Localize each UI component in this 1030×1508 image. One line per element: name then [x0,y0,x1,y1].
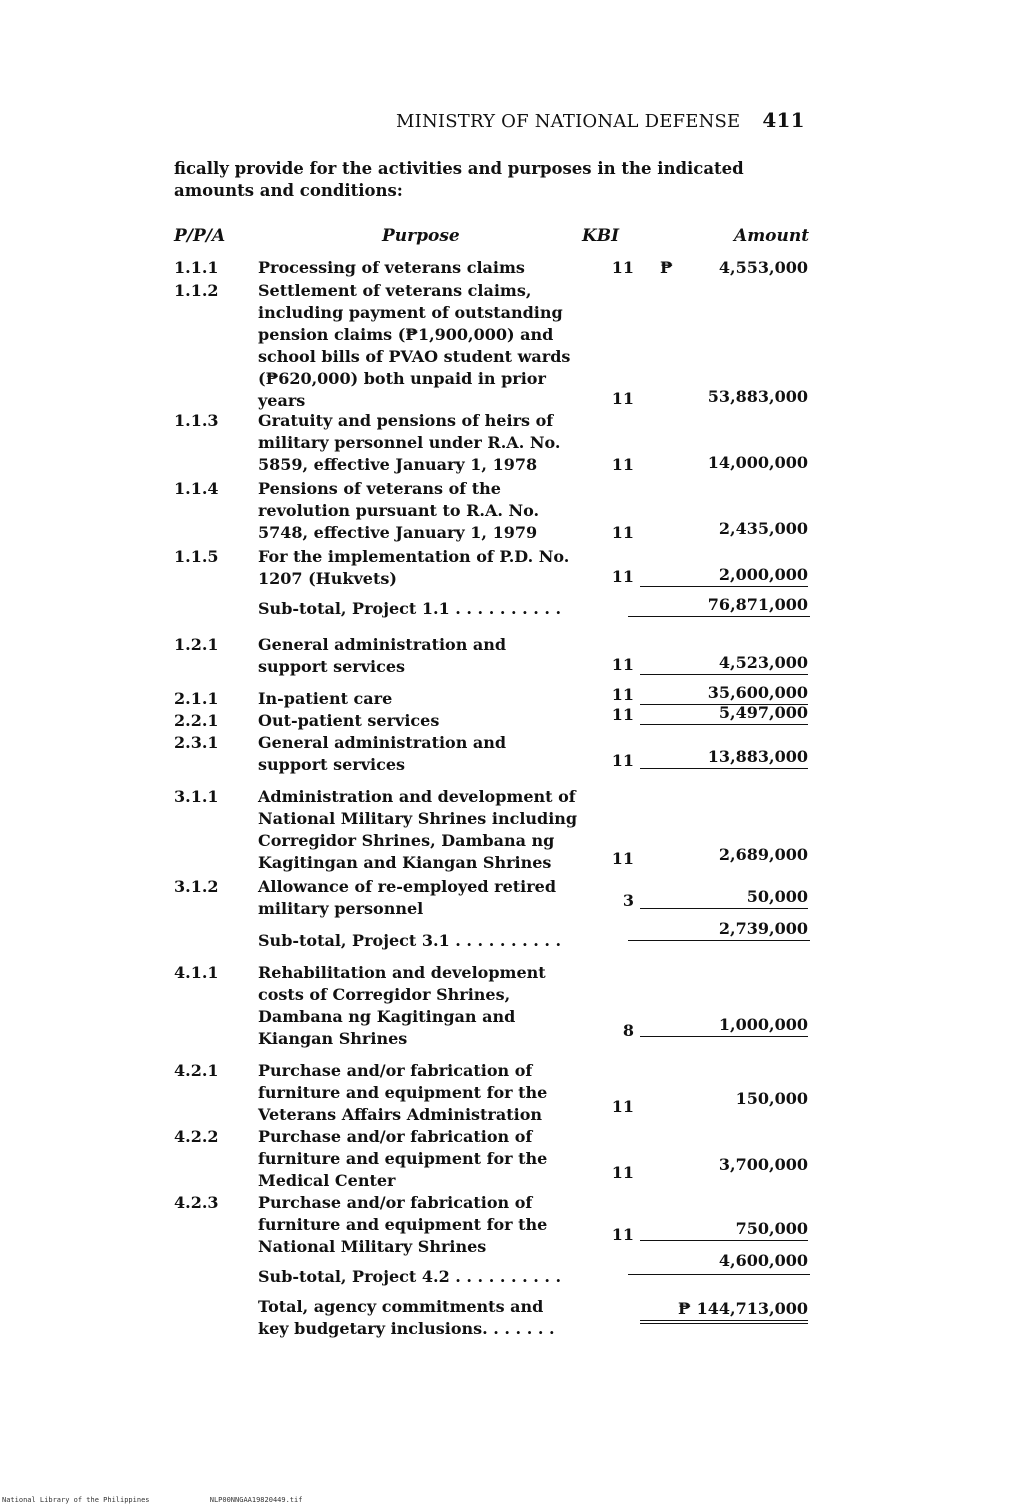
peso-sign: ₱ [660,258,673,277]
scan-footer [2,1496,302,1504]
ppa-code: 4.2.1 [174,1061,219,1080]
ppa-code: 1.2.1 [174,635,219,654]
subtotal-amount: 76,871,000 [707,595,808,614]
amount-value: 1,000,000 [640,1014,808,1037]
amount-value: 14,000,000 [707,453,808,472]
kbi-value: 11 [611,1225,634,1244]
footer-filename: NLP00NNGAA19820449.tif [209,1496,303,1504]
column-header-amount: Amount [734,226,810,246]
subtotal-rule [628,616,810,617]
amount-value: 4,553,000 [718,258,808,277]
purpose-text: Administration and development of National Military Shrines including Corregidor Shrines, Dambana ng Kagitingan and Kiangan Shrines [258,787,578,872]
kbi-value: 11 [611,1097,634,1116]
ppa-code: 1.1.3 [174,411,219,430]
subtotal-amount: 4,600,000 [718,1251,808,1270]
purpose-text: Allowance of re-employed retired military personnel [258,877,557,918]
amount-value: 2,000,000 [640,564,808,587]
purpose-text: Purchase and/or fabrication of furniture and equipment for the Medical Center [258,1127,548,1190]
kbi-value: 11 [611,1163,634,1182]
amount-value: 35,600,000 [640,682,808,705]
ppa-code: 3.1.2 [174,877,219,896]
kbi-value: 11 [611,567,634,586]
amount-value: 5,497,000 [640,702,808,725]
amount-value: 13,883,000 [640,746,808,769]
ppa-code: 1.1.5 [174,547,219,566]
subtotal-rule [628,940,810,941]
peso-sign: ₱ [678,1299,691,1318]
running-header [396,108,805,132]
purpose-text: Processing of veterans claims [258,258,525,277]
amount-value: 53,883,000 [707,387,808,406]
amount-value: 2,435,000 [718,519,808,538]
subtotal-rule [628,1274,810,1275]
purpose-text: Gratuity and pensions of heirs of military personnel under R.A. No. 5859, effective January 1, 1978 [258,411,561,474]
subtotal-amount: 2,739,000 [718,919,808,938]
intro-paragraph: fically provide for the activities and purposes in the indicated amounts and conditions: [174,159,744,200]
ppa-code: 1.1.1 [174,258,219,277]
amount-value: 3,700,000 [718,1155,808,1174]
ppa-code: 4.2.3 [174,1193,219,1212]
amount-value: 50,000 [640,886,808,909]
ppa-code: 4.1.1 [174,963,219,982]
ppa-code: 1.1.4 [174,479,219,498]
amount-value: 750,000 [640,1218,808,1241]
kbi-value: 11 [611,705,634,724]
kbi-value: 8 [622,1021,634,1040]
purpose-text: Purchase and/or fabrication of furniture and equipment for the Veterans Affairs Administration [258,1061,548,1124]
ppa-code: 2.1.1 [174,689,219,708]
ppa-code: 2.2.1 [174,711,219,730]
kbi-value: 11 [611,389,634,408]
ppa-code: 4.2.2 [174,1127,219,1146]
purpose-text: Pensions of veterans of the revolution pursuant to R.A. No. 5748, effective January 1, 1979 [258,479,540,542]
kbi-value: 11 [611,455,634,474]
page-number: 411 [762,108,805,132]
column-header-purpose: Purpose [382,226,460,246]
purpose-text: In-patient care [258,689,393,708]
ministry-title: MINISTRY OF NATIONAL DEFENSE [396,111,741,132]
kbi-value: 11 [611,751,634,770]
kbi-value: 11 [611,685,634,704]
amount-value: 150,000 [735,1089,808,1108]
kbi-value: 3 [622,891,634,910]
purpose-text: Purchase and/or fabrication of furniture and equipment for the National Military Shrines [258,1193,548,1256]
purpose-text: General administration and support services [258,733,507,774]
total-label: Total, agency commitments and key budgetary inclusions. . . . . . . [258,1297,555,1338]
column-header-ppa: P/P/A [174,226,226,246]
column-header-kbi: KBI [582,226,620,246]
total-amount: 144,713,000 [640,1298,808,1324]
purpose-text: Out-patient services [258,711,440,730]
purpose-text: For the implementation of P.D. No. 1207 (Hukvets) [258,547,570,588]
amount-value: 4,523,000 [640,652,808,675]
ppa-code: 2.3.1 [174,733,219,752]
purpose-text: General administration and support services [258,635,507,676]
purpose-text: Rehabilitation and development costs of Corregidor Shrines, Dambana ng Kagitingan and Kiangan Shrines [258,963,546,1048]
kbi-value: 11 [611,655,634,674]
kbi-value: 11 [611,258,634,277]
subtotal-label: Sub-total, Project 4.2 . . . . . . . . . . [258,1267,562,1286]
subtotal-label: Sub-total, Project 1.1 . . . . . . . . . . [258,599,562,618]
ppa-code: 1.1.2 [174,281,219,300]
amount-value: 2,689,000 [718,845,808,864]
kbi-value: 11 [611,523,634,542]
kbi-value: 11 [611,849,634,868]
footer-library: National Library of the Philippines [2,1496,150,1504]
subtotal-label: Sub-total, Project 3.1 . . . . . . . . . . [258,931,562,950]
ppa-code: 3.1.1 [174,787,219,806]
purpose-text: Settlement of veterans claims, including payment of outstanding pension claims (₱1,900,000) and school bills of PVAO student wards (₱620,000) both unpaid in prior years [258,281,571,410]
